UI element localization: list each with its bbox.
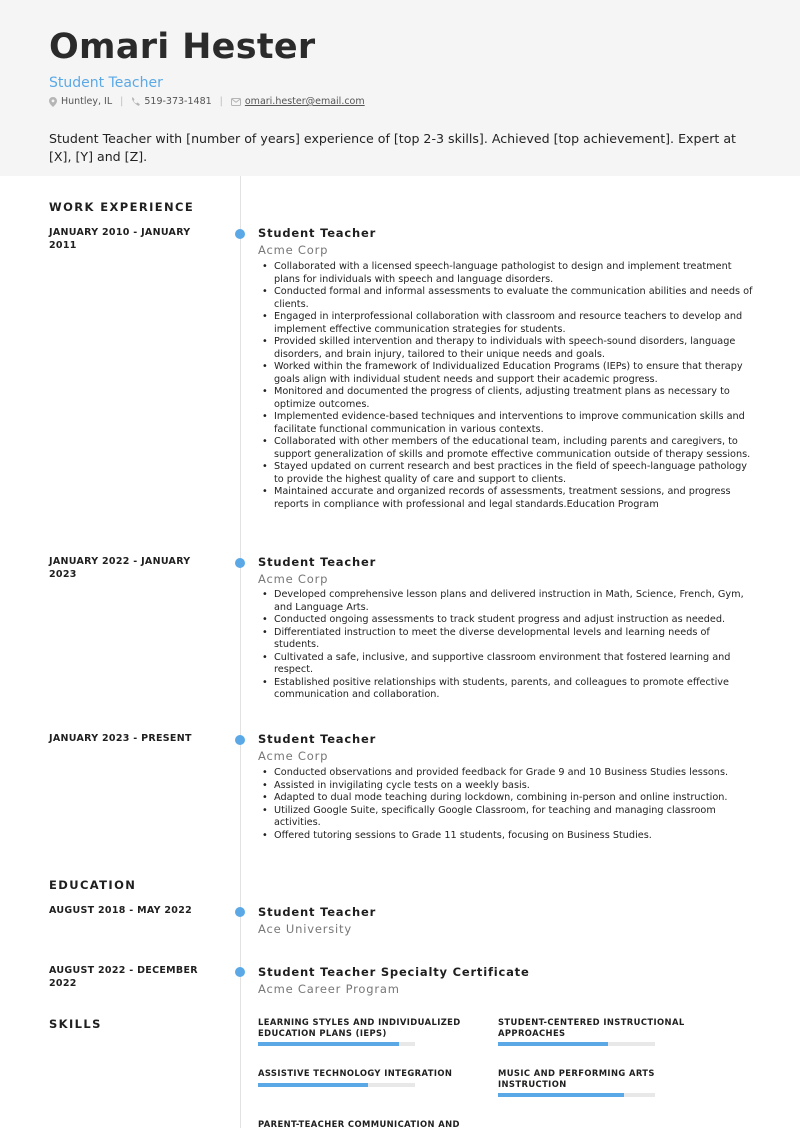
- bullet-item: • Cultivated a safe, inclusive, and supportive classroom environment that fostered learning and respect.: [258, 652, 758, 677]
- work-title: Student Teacher: [258, 555, 377, 569]
- bullet-item: • Provided skilled intervention and therapy to individuals with speech-sound disorders, language disorders, and brain injury, tailored to their unique needs and goals.: [258, 336, 758, 361]
- bullet-item: • Utilized Google Suite, specifically Google Classroom, for teaching and managing classroom activities.: [258, 805, 758, 830]
- phone-icon: [131, 97, 140, 106]
- education-degree: Student Teacher: [258, 905, 377, 919]
- work-title: Student Teacher: [258, 226, 377, 240]
- work-experience-heading: WORK EXPERIENCE: [49, 200, 195, 214]
- skill-bar: [498, 1093, 655, 1097]
- skill-bar-fill: [258, 1083, 368, 1087]
- contact-phone: 519-373-1481: [144, 96, 212, 107]
- bullet-item: • Implemented evidence-based techniques and interventions to improve communication skills and facilitate functional communication in various contexts.: [258, 411, 758, 436]
- work-company: Acme Corp: [258, 243, 329, 257]
- envelope-icon: [231, 98, 241, 106]
- skill-name: STUDENT-CENTERED INSTRUCTIONAL APPROACHES: [498, 1017, 685, 1038]
- bullet-item: • Monitored and documented the progress of clients, adjusting treatment plans as necessary to optimize outcomes.: [258, 386, 758, 411]
- skill-bar: [498, 1042, 655, 1046]
- timeline-dot: [235, 735, 245, 745]
- skill-item: [258, 1017, 473, 1046]
- work-title: Student Teacher: [258, 732, 377, 746]
- timeline-dot: [235, 907, 245, 917]
- skill-name: PARENT-TEACHER COMMUNICATION AND: [258, 1119, 460, 1128]
- work-company: Acme Corp: [258, 749, 329, 763]
- education-date: AUGUST 2018 - MAY 2022: [49, 905, 193, 916]
- resume-header: [0, 0, 800, 176]
- candidate-name: Omari Hester: [49, 27, 316, 67]
- work-bullets: [258, 261, 758, 511]
- skill-bar-fill: [498, 1093, 624, 1097]
- contact-line: [49, 96, 365, 107]
- bullet-item: • Established positive relationships with students, parents, and colleagues to promote effective communication and collaboration.: [258, 677, 758, 702]
- education-school: Acme Career Program: [258, 982, 400, 996]
- timeline-dot: [235, 229, 245, 239]
- contact-location: Huntley, IL: [61, 96, 113, 107]
- bullet-item: • Conducted ongoing assessments to track student progress and adjust instruction as needed.: [258, 614, 758, 627]
- work-bullets: [258, 767, 758, 842]
- bullet-item: • Differentiated instruction to meet the diverse developmental levels and learning needs of students.: [258, 627, 758, 652]
- timeline-line: [240, 176, 241, 1128]
- timeline-dot: [235, 967, 245, 977]
- bullet-item: • Stayed updated on current research and best practices in the field of speech-language pathology to provide the highest quality of care and support to clients.: [258, 461, 758, 486]
- timeline-dot: [235, 558, 245, 568]
- skill-item: [498, 1068, 713, 1097]
- skill-item: [498, 1017, 713, 1046]
- bullet-item: • Offered tutoring sessions to Grade 11 students, focusing on Business Studies.: [258, 830, 758, 843]
- bullet-item: • Adapted to dual mode teaching during lockdown, combining in-person and online instruction.: [258, 792, 758, 805]
- skill-bar: [258, 1083, 415, 1087]
- location-pin-icon: [49, 97, 57, 107]
- bullet-item: • Collaborated with a licensed speech-language pathologist to design and implement treatment plans for individuals with speech and language disorders.: [258, 261, 758, 286]
- bullet-item: • Engaged in interprofessional collaboration with classroom and resource teachers to develop and implement effective communication strategies for students.: [258, 311, 758, 336]
- header-notch: [232, 168, 248, 176]
- skill-name: MUSIC AND PERFORMING ARTS INSTRUCTION: [498, 1068, 655, 1089]
- skill-bar: [258, 1042, 415, 1046]
- education-heading: EDUCATION: [49, 878, 137, 892]
- bullet-item: • Conducted formal and informal assessments to evaluate the communication abilities and needs of clients.: [258, 286, 758, 311]
- education-degree: Student Teacher Specialty Certificate: [258, 965, 530, 979]
- education-date: AUGUST 2022 - DECEMBER 2022: [49, 965, 198, 989]
- work-company: Acme Corp: [258, 572, 329, 586]
- profile-summary: Student Teacher with [number of years] experience of [top 2-3 skills]. Achieved [top achievement]. Expert at [X], [Y] and [Z].: [49, 131, 736, 164]
- skill-item: [258, 1119, 473, 1128]
- bullet-item: • Worked within the framework of Individualized Education Programs (IEPs) to ensure that therapy goals align with individual student needs and support their academic progress.: [258, 361, 758, 386]
- work-date: JANUARY 2010 - JANUARY 2011: [49, 227, 191, 251]
- contact-separator: |: [219, 96, 223, 107]
- bullet-item: • Conducted observations and provided feedback for Grade 9 and 10 Business Studies lessons.: [258, 767, 758, 780]
- skill-name: LEARNING STYLES AND INDIVIDUALIZED EDUCATION PLANS (IEPS): [258, 1017, 461, 1038]
- skill-item: [258, 1068, 473, 1087]
- bullet-item: • Maintained accurate and organized records of assessments, treatment sessions, and progress reports in compliance with professional and legal standards.Education Program: [258, 486, 758, 511]
- work-bullets: [258, 589, 758, 702]
- education-school: Ace University: [258, 922, 352, 936]
- skill-bar-fill: [498, 1042, 608, 1046]
- work-date: JANUARY 2022 - JANUARY 2023: [49, 556, 191, 580]
- work-date: JANUARY 2023 - PRESENT: [49, 733, 192, 744]
- contact-separator: |: [120, 96, 124, 107]
- bullet-item: • Developed comprehensive lesson plans and delivered instruction in Math, Science, French, Gym, and Language Arts.: [258, 589, 758, 614]
- skill-bar-fill: [258, 1042, 399, 1046]
- bullet-item: • Assisted in invigilating cycle tests on a weekly basis.: [258, 780, 758, 793]
- candidate-title: Student Teacher: [49, 75, 163, 91]
- skills-heading: SKILLS: [49, 1017, 102, 1031]
- contact-email-link[interactable]: omari.hester@email.com: [244, 96, 365, 107]
- skill-name: ASSISTIVE TECHNOLOGY INTEGRATION: [258, 1068, 453, 1078]
- bullet-item: • Collaborated with other members of the educational team, including parents and caregivers, to support generalization of skills and promote effective communication outside of therapy sessions.: [258, 436, 758, 461]
